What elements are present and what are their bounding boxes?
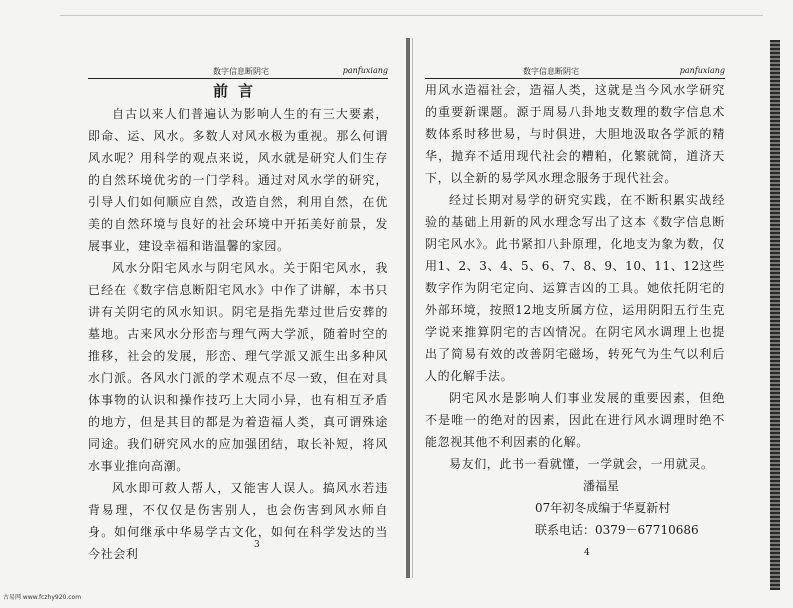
book-gutter-shadow — [412, 38, 413, 578]
book-gutter — [406, 38, 410, 578]
paragraph: 经过长期对易学的研究实践，在不断积累实战经验的基础上用新的风水理念写出了这本《数字信息断阴宅风水》。此书紧扣八卦原理，化地支为象为数，仅用1、2、3、4、5、6、7、8、9、10、11、12这些数字作为阴宅定向、运算吉凶的工具。她依托阴宅的外部环境，按照12地支所属方位，运用阴阳五行生克学说来推算阴宅的吉凶情况。在阴宅风水调理上也提出了简易有效的改善阴宅磁场，转死气为生气以利后人的化解手法。 — [425, 193, 725, 383]
header-author: panfuxiang — [679, 66, 725, 75]
header-title: 数字信息断阴宅 — [523, 67, 579, 76]
scan-edge-line — [60, 15, 763, 16]
paragraph: 阴宅风水是影响人们事业发展的重要因素，但绝不是唯一的绝对的因素，因此在进行风水调理时绝不能忽视其他不利因素的化解。 — [425, 391, 725, 449]
paragraph: 易友们，此书一看就懂，一学就会，一用就灵。 — [449, 457, 714, 471]
compile-date: 07年初冬成编于华夏新村 — [535, 501, 671, 515]
header-title: 数字信息断阴宅 — [213, 67, 269, 76]
paragraph: 风水即可救人帮人，又能害人误人。搞风水若违背易理，不仅仅是伤害别人，也会伤害到风水师自身。如何继承中华易学古文化，如何在科学发达的当今社会利 — [88, 481, 388, 561]
site-watermark: 古易网 www.fczhy920.com — [3, 594, 82, 601]
page-number-right: 4 — [584, 548, 590, 558]
paragraph: 用风水造福社会，造福人类，这就是当今风水学研究的重要新课题。源于周易八卦地支数理的数字信息术数体系时移世易，与时俱进，大胆地汲取各学派的精华，抛弃不适用现代社会的糟粕，化繁就简，道济天下，以全新的易学风水理念服务于现代社会。 — [425, 83, 725, 185]
author-signature: 潘福星 — [583, 479, 620, 493]
page-stack-edge — [770, 40, 780, 590]
left-page-header — [88, 62, 388, 79]
page-number-left: 3 — [254, 540, 260, 550]
header-author: panfuxiang — [342, 66, 388, 75]
preface-title: 前言 — [212, 82, 263, 100]
paragraph: 风水分阳宅风水与阴宅风水。关于阳宅风水，我已经在《数字信息断阳宅风水》中作了讲解，本书只讲有关阴宅的风水知识。阴宅是指先辈过世后安葬的墓地。古来风水分形峦与理气两大学派，随着时空的推移，社会的发展，形峦、理气学派又派生出多种风水门派。各风水门派的学术观点不尽一致，但在对具体事物的认识和操作技巧上大同小异，也有相互矛盾的地方，但是其目的都是为着造福人类，真可谓殊途同途。我们研究风水的应加强团结，取长补短，将风水事业推向高潮。 — [88, 261, 388, 473]
paragraph: 自古以来人们普遍认为影响人生的有三大要素，即命、运、风水。多数人对风水极为重视。那么何谓风水呢？用科学的观点来说，风水就是研究人们生存的自然环境优劣的一门学科。通过对风水学的研究，引导人们如何顺应自然，改造自然，利用自然，在优美的自然环境与良好的社会环境中开拓美好前景，发展事业，建设幸福和谐温馨的家园。 — [88, 107, 388, 253]
left-page — [88, 62, 388, 565]
contact-phone: 联系电话：0379－67710686 — [535, 523, 699, 537]
right-page-header — [425, 62, 725, 79]
right-page — [425, 62, 725, 541]
